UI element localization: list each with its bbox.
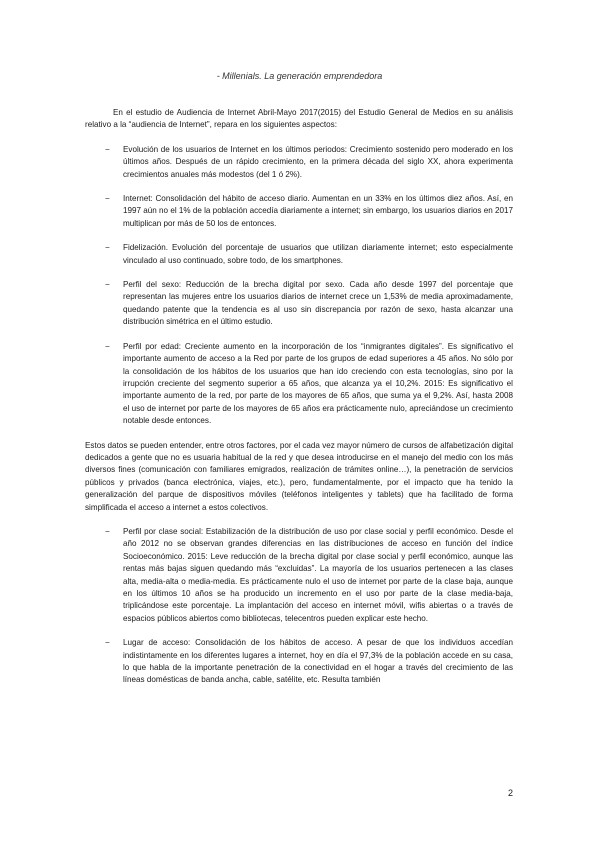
body-paragraph: Estos datos se pueden entender, entre otros factores, por el cada vez mayor número de cursos de alfabetización digital dedicados a gente que no es usuaria habitual de la red y que desea introducirse en el manejo del medio con los más diversos fines (comunicación con familiares emigrados, realización de trámites online…), la penetración de servicios públicos y privados (banca electrónica, viajes, etc.), pero, fundamentalmente, por el impacto que ha tenido la generalización del parque de dispositivos móviles (teléfonos inteligentes y tablets) que ha facilitado de forma simplificada el acceso a internet a estos colectivos. [85,440,513,512]
bullet-list-2 [85,526,513,687]
dash-bullet: − [105,243,110,253]
bullet-list-1 [85,144,513,428]
list-item-text: Perfil por clase social: Estabilización de la distribución de uso por clase social y perfil económico. Desde el año 2012 no se observan grandes diferencias en las distribuciones de acceso en función del índice Socioeconómico. 2015: Leve reducción de la brecha digital por clase social y perfil económico, aunque las rentas más bajas siguen quedando más “excluidas”. La mayoría de los usuarios pertenecen a las clases alta, media-alta o media-media. Es prácticamente nulo el uso de internet por parte de la clase baja, aunque en los últimos 10 años se ha producido un incremento en el uso por parte de la clase media-baja, triplicándose este porcentaje. La implantación del acceso en internet móvil, wifis abiertas o a través de espacios públicos abiertos como bibliotecas, telecentros pueden explicar este hecho. [123,526,513,623]
list-item-text: Lugar de acceso: Consolidación de los hábitos de acceso. A pesar de que los individuos accedían indistintamente en los diferentes lugares a internet, hoy en día el 97,3% de la población accede en su casa, lo que habla de la importante penetración de la conectividad en el hogar a través del crecimiento de las líneas domésticas de banda ancha, cable, satélite, etc. Resulta también [123,638,513,685]
list-item [85,144,513,181]
dash-bullet: − [105,341,110,351]
document-body [85,107,513,699]
dash-bullet: − [105,638,110,648]
list-item [85,341,513,428]
list-item [85,637,513,687]
list-item [85,193,513,230]
list-item-text: Fidelización. Evolución del porcentaje de usuarios que utilizan diariamente internet; esto especialmente vinculado al uso continuado, sobre todo, de los smartphones. [123,243,513,265]
dash-bullet: − [105,526,110,536]
dash-bullet: − [105,144,110,154]
list-item [85,242,513,267]
list-item [85,279,513,329]
list-item-text: Evolución de los usuarios de Internet en los últimos periodos: Crecimiento sostenido pero moderado en los últimos años. Después de un rápido crecimiento, en la primera década del siglo XX, ahora experimenta crecimientos anuales más modestos (del 1 ó 2%). [123,144,513,179]
running-header: - Millenials. La generación emprendedora [216,71,383,81]
dash-bullet: − [105,280,110,290]
list-item [85,526,513,625]
list-item-text: Internet: Consolidación del hábito de acceso diario. Aumentan en un 33% en los últimos diez años. Así, en 1997 aún no el 1% de la población accedía diariamente a internet; sin embargo, los usuarios diarios en 2017 multiplican por más de 50 los de entonces. [123,194,513,228]
dash-bullet: − [105,194,110,204]
list-item-text: Perfil por edad: Creciente aumento en la incorporación de los “inmigrantes digitales”. Es significativo el importante aumento de acceso a la Red por parte de los grupos de edad superiores a 45 años. No sólo por la consolidación de los hábitos de los usuarios que han ido creciendo con esta tecnologías, sino por la irrupción creciente del segmento superior a 65 años, que alcanza ya el 10,2%. 2015: Es significativo el importante aumento de la red, por parte de los mayores de 65 años, que suma ya el 9,2%. Así, hasta 2008 el uso de internet por parte de los mayores de 65 años era prácticamente nulo, apreciándose un crecimiento notable desde entonces. [123,341,513,426]
intro-paragraph: En el estudio de Audiencia de Internet Abril-Mayo 2017(2015) del Estudio General de Medios en su análisis relativo a la “audiencia de Internet”, repara en los siguientes aspectos: [85,108,513,130]
list-item-text: Perfil del sexo: Reducción de la brecha digital por sexo. Cada año desde 1997 del porcentaje que representan las mujeres entre los usuarios diarios de internet crece un 1,53% de media aproximadamente, quedando patente que la tendencia es al uso sin discrepancia por razón de sexo, hasta alcanzar una distribución simétrica en el último estudio. [123,280,513,327]
page-number: 2 [508,788,514,798]
